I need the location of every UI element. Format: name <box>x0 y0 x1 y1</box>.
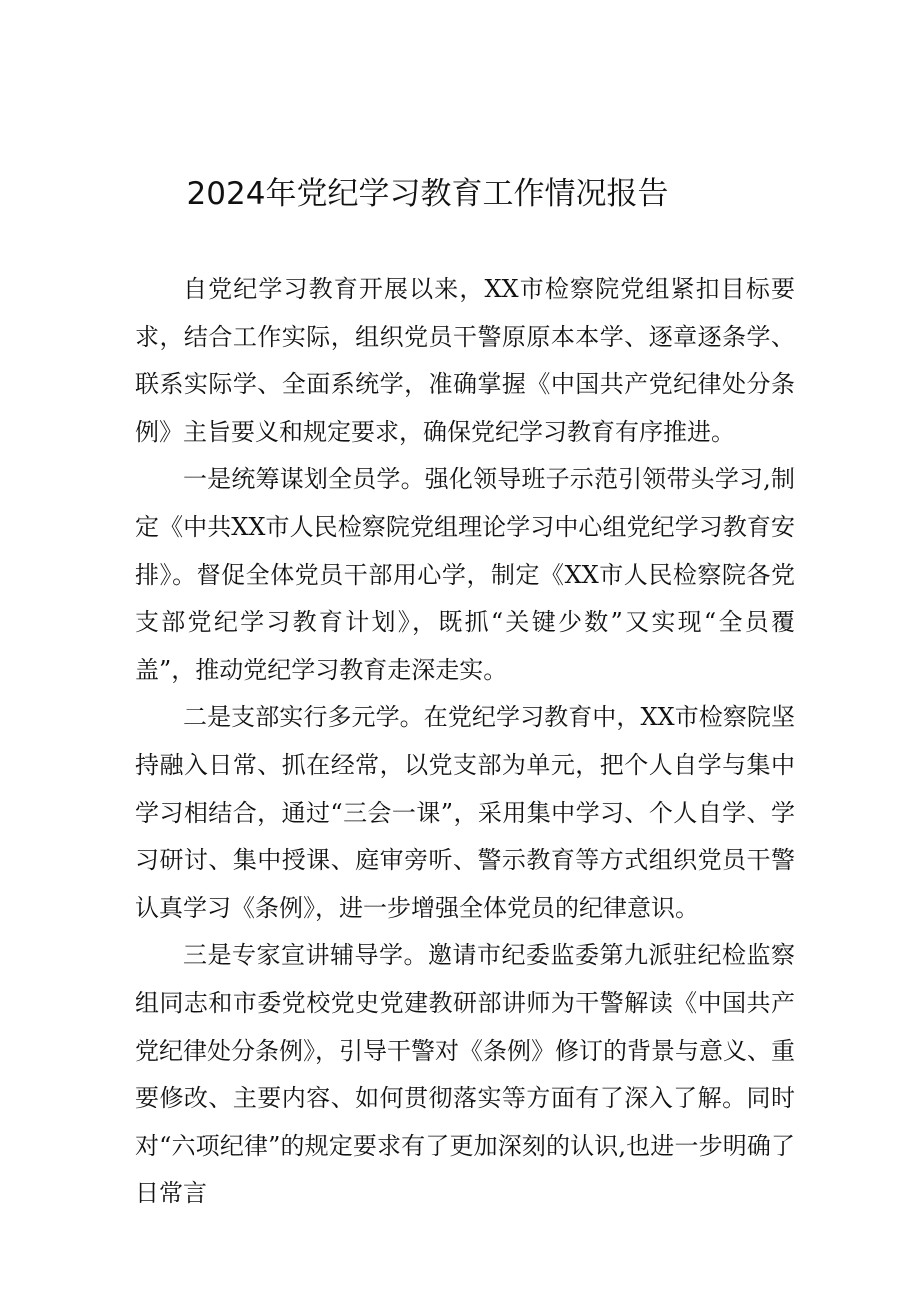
paragraph-point-2: 二是支部实行多元学。在党纪学习教育中，XX市检察院坚持融入日常、抓在经常，以党支部为单元，把个人自学与集中学习相结合，通过“三会一课”，采用集中学习、个人自学、学习研讨、集中授课、庭审旁听、警示教育等方式组织党员干警认真学习《条例》，进一步增强全体党员的纪律意识。 <box>135 703 795 922</box>
paragraph-intro: 自党纪学习教育开展以来，XX市检察院党组紧扣目标要求，结合工作实际，组织党员干警原原本本学、逐章逐条学、联系实际学、全面系统学，准确掌握《中国共产党纪律处分条例》主旨要义和规定要求，确保党纪学习教育有序推进。 <box>135 275 795 446</box>
paragraph-point-3: 三是专家宣讲辅导学。邀请市纪委监委第九派驻纪检监察组同志和市委党校党史党建教研部讲师为干警解读《中国共产党纪律处分条例》，引导干警对《条例》修订的背景与意义、重要修改、主要内容、如何贯彻落实等方面有了深入了解。同时对“六项纪律”的规定要求有了更加深刻的认识,也进一步明确了日常言 <box>135 941 795 1208</box>
document-body <box>135 266 795 1218</box>
document-title: 2024年党纪学习教育工作情况报告 <box>186 176 669 212</box>
paragraph-point-1: 一是统筹谋划全员学。强化领导班子示范引领带头学习,制定《中共XX市人民检察院党组理论学习中心组党纪学习教育安排》。督促全体党员干部用心学，制定《XX市人民检察院各党支部党纪学习教育计划》，既抓“关键少数”又实现“全员覆盖”，推动党纪学习教育走深走实。 <box>135 465 795 684</box>
